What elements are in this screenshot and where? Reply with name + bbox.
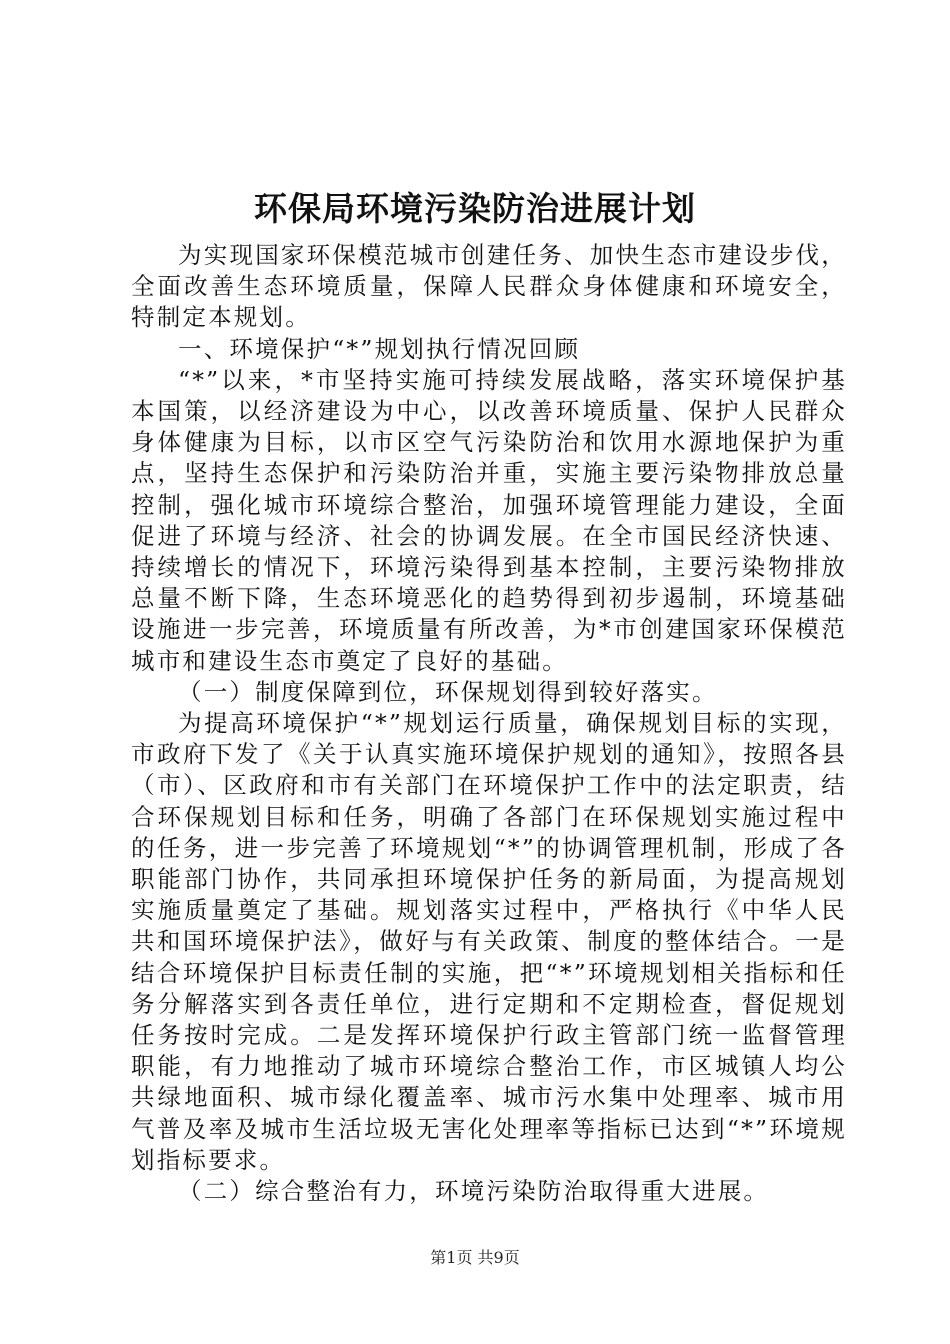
page-footer: 第1页 共9页	[430, 1248, 520, 1267]
paragraph-subsection-1: 为提高环境保护“*”规划运行质量，确保规划目标的实现，市政府下发了《关于认真实施环境保护规划的通知》，按照各县（市）、区政府和市有关部门在环境保护工作中的法定职责，结合环保规划目标和任务，明确了各部门在环保规划实施过程中的任务，进一步完善了环境规划“*”的协调管理机制，形成了各职能部门协作，共同承担环境保护任务的新局面，为提高规划实施质量奠定了基础。规划落实过程中，严格执行《中华人民共和国环境保护法》，做好与有关政策、制度的整体结合。一是结合环境保护目标责任制的实施，把“*”环境规划相关指标和任务分解落实到各责任单位，进行定期和不定期检查，督促规划任务按时完成。二是发挥环境保护行政主管部门统一监督管理职能，有力地推动了城市环境综合整治工作，市区城镇人均公共绿地面积、城市绿化覆盖率、城市污水集中处理率、城市用气普及率及城市生活垃圾无害化处理率等指标已达到“*”环境规划指标要求。	[131, 709, 847, 1174]
subsection-heading-2: （二）综合整治有力，环境污染防治取得重大进展。	[178, 1177, 770, 1206]
document-title: 环保局环境污染防治进展计划	[254, 189, 696, 228]
paragraph-intro: 为实现国家环保模范城市创建任务、加快生态市建设步伐，全面改善生态环境质量，保障人民群众身体健康和环境安全，特制定本规划。	[131, 241, 847, 332]
section-heading-review: 一、环境保护“*”规划执行情况回顾	[178, 334, 581, 363]
paragraph-review: “*”以来，*市坚持实施可持续发展战略，落实环境保护基本国策，以经济建设为中心，以改善环境质量、保护人民群众身体健康为目标，以市区空气污染防治和饮用水源地保护为重点，坚持生态保护和污染防治并重，实施主要污染物排放总量控制，强化城市环境综合整治，加强环境管理能力建设，全面促进了环境与经济、社会的协调发展。在全市国民经济快速、持续增长的情况下，环境污染得到基本控制，主要污染物排放总量不断下降，生态环境恶化的趋势得到初步遏制，环境基础设施进一步完善，环境质量有所改善，为*市创建国家环保模范城市和建设生态市奠定了良好的基础。	[131, 365, 847, 675]
document-body	[131, 240, 847, 1207]
subsection-heading-1: （一）制度保障到位，环保规划得到较好落实。	[178, 677, 718, 706]
